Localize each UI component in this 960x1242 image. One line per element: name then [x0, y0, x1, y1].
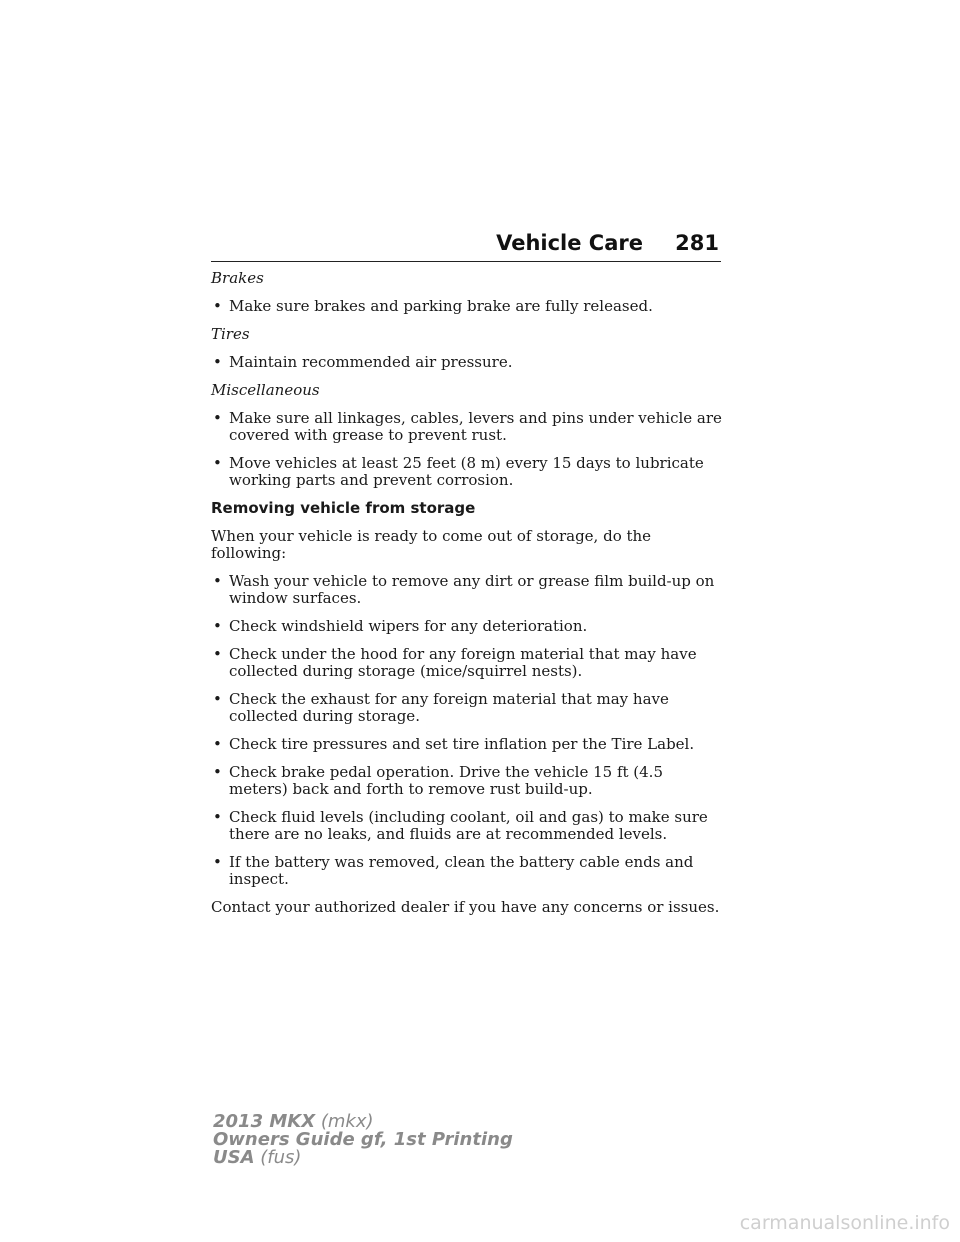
bullet: •: [213, 853, 222, 871]
bullet: •: [213, 409, 222, 427]
bullet: •: [213, 617, 222, 635]
list-item-text: Check brake pedal operation. Drive the vehicle 15 ft (4.5 meters) back and forth to remove rust build-up.: [229, 763, 663, 798]
page-content: [211, 270, 726, 927]
closing-paragraph: Contact your authorized dealer if you have any concerns or issues.: [211, 898, 720, 916]
list-item-text: Check the exhaust for any foreign material that may have collected during storage.: [229, 690, 669, 725]
list-item: [211, 354, 726, 371]
list-item: [211, 764, 726, 798]
list-item-text: Make sure brakes and parking brake are fully released.: [229, 297, 653, 315]
subheading-brakes: Brakes: [211, 269, 264, 287]
list-item-text: Make sure all linkages, cables, levers and pins under vehicle are covered with grease to prevent rust.: [229, 409, 722, 444]
intro-paragraph: When your vehicle is ready to come out of storage, do the following:: [211, 527, 652, 562]
bullet: •: [213, 645, 222, 663]
page-header: [211, 227, 721, 262]
bullet: •: [213, 808, 222, 826]
footer-model: 2013 MKX: [213, 1111, 316, 1132]
list-item: [211, 573, 726, 607]
bullet: •: [213, 572, 222, 590]
list-item-text: Check fluid levels (including coolant, oil and gas) to make sure there are no leaks, and fluids are at recommended levels.: [229, 808, 708, 843]
heading-removing-from-storage: Removing vehicle from storage: [211, 499, 476, 517]
list-item: [211, 298, 726, 315]
footer-line-market: [213, 1149, 513, 1167]
list-item-text: Move vehicles at least 25 feet (8 m) every 15 days to lubricate working parts and prevent corrosion.: [229, 454, 704, 489]
subheading-tires: Tires: [211, 325, 250, 343]
bullet: •: [213, 297, 222, 315]
page-number: 281: [675, 231, 719, 255]
list-item-text: Check windshield wipers for any deterioration.: [229, 617, 588, 635]
list-item: [211, 691, 726, 725]
list-item: [211, 809, 726, 843]
bullet: •: [213, 353, 222, 371]
bullet: •: [213, 763, 222, 781]
print-footer: [213, 1113, 513, 1167]
list-item: [211, 854, 726, 888]
list-item: [211, 618, 726, 635]
list-item-text: If the battery was removed, clean the battery cable ends and inspect.: [229, 853, 694, 888]
list-item-text: Wash your vehicle to remove any dirt or grease film build-up on window surfaces.: [229, 572, 715, 607]
bullet: •: [213, 735, 222, 753]
footer-guide: Owners Guide gf, 1st Printing: [213, 1129, 513, 1150]
list-item: [211, 410, 726, 444]
footer-model-code: (mkx): [320, 1111, 374, 1132]
list-item: [211, 455, 726, 489]
list-item-text: Check under the hood for any foreign material that may have collected during storage (mice/squirrel nests).: [229, 645, 697, 680]
list-item: [211, 736, 726, 753]
bullet: •: [213, 454, 222, 472]
footer-market: USA: [213, 1147, 255, 1168]
footer-market-code: (fus): [260, 1147, 302, 1168]
list-item-text: Check tire pressures and set tire inflation per the Tire Label.: [229, 735, 695, 753]
bullet: •: [213, 690, 222, 708]
list-item: [211, 646, 726, 680]
list-item-text: Maintain recommended air pressure.: [229, 353, 513, 371]
section-title: Vehicle Care: [496, 231, 643, 255]
subheading-miscellaneous: Miscellaneous: [211, 381, 320, 399]
watermark: carmanualsonline.info: [739, 1212, 950, 1234]
